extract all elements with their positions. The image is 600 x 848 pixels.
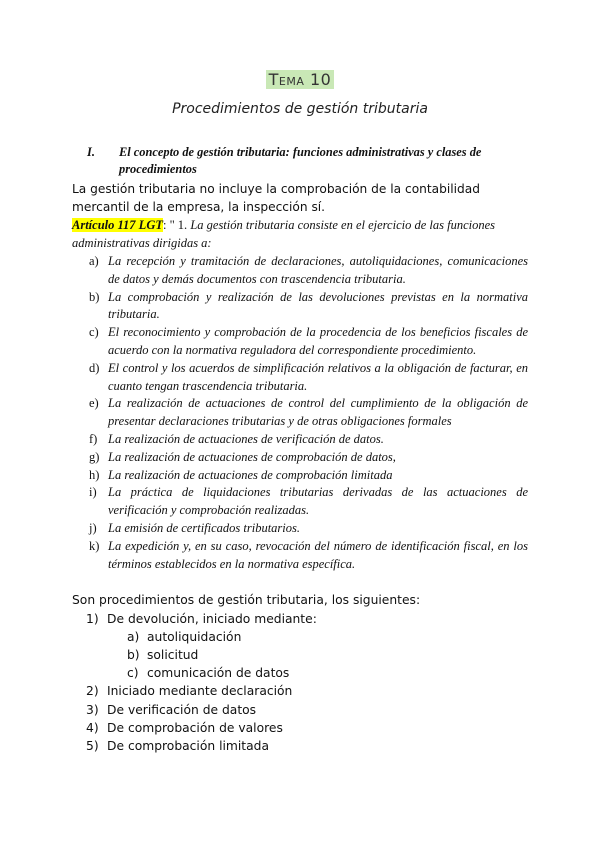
function-item: i) La práctica de liquidaciones tributarias derivadas de las actuaciones de verificación y comprobación realizadas. [89, 485, 528, 518]
procedures-list [72, 610, 528, 628]
procedures-list-continued [72, 682, 528, 755]
page-subtitle: Procedimientos de gestión tributaria [172, 101, 428, 117]
sub-item: a) autoliquidación [127, 629, 242, 644]
function-item: h) La realización de actuaciones de comprobación limitada [89, 467, 393, 482]
article-label: Artículo 117 LGT [72, 218, 163, 232]
function-item: k) La expedición y, en su caso, revocación del número de identificación fiscal, en los términos establecidos en la normativa específica. [89, 538, 528, 571]
function-item: b) La comprobación y realización de las devoluciones previstas en la normativa tributaria. [89, 289, 528, 322]
intro-paragraph: La gestión tributaria no incluye la comprobación de la contabilidad mercantil de la empresa, la inspección sí. [72, 182, 480, 214]
section-heading [87, 144, 528, 178]
page-title [0, 70, 600, 90]
procedures-intro: Son procedimientos de gestión tributaria, los siguientes: [72, 593, 421, 608]
article-lead: : " 1. [162, 218, 191, 232]
procedure-item: 5) De comprobación limitada [86, 738, 269, 753]
procedure-item: 2) Iniciado mediante declaración [86, 684, 293, 699]
article-paragraph [72, 216, 528, 252]
function-item: g) La realización de actuaciones de comprobación de datos, [89, 449, 396, 464]
procedure-item: 3) De verificación de datos [86, 702, 257, 717]
page-title-text: Tema 10 [266, 70, 335, 89]
article-quote: La gestión tributaria consiste en el ejercicio de las funciones administrativas dirigidas a: [72, 218, 496, 250]
function-item: c) El reconocimiento y comprobación de la procedencia de los beneficios fiscales de acuerdo con la normativa reguladora del correspondiente procedimiento. [89, 325, 528, 357]
procedure-item: 1) De devolución, iniciado mediante: [86, 611, 317, 626]
function-item: j) La emisión de certificados tributarios. [89, 520, 301, 535]
function-item: a) La recepción y tramitación de declaraciones, autoliquidaciones, comunicaciones de datos y demás documentos con trascendencia tributaria. [89, 254, 528, 286]
functions-list [72, 253, 528, 573]
document-body [72, 144, 528, 755]
sub-item: b) solicitud [127, 647, 199, 662]
spacer [72, 573, 528, 591]
section-heading-text: El concepto de gestión tributaria: funciones administrativas y clases de procedimientos [119, 145, 482, 176]
function-item: d) El control y los acuerdos de simplificación relativos a la obligación de facturar, en cuanto tengan trascendencia tributaria. [89, 360, 528, 393]
sub-item: c) comunicación de datos [127, 666, 290, 681]
procedure-item: 4) De comprobación de valores [86, 720, 283, 735]
function-item: e) La realización de actuaciones de control del cumplimiento de la obligación de presentar declaraciones tributarias y de otras obligaciones formales [89, 396, 528, 429]
devolucion-sublist [72, 628, 528, 683]
section-number: I. [87, 145, 95, 159]
function-item: f) La realización de actuaciones de verificación de datos. [89, 431, 384, 446]
